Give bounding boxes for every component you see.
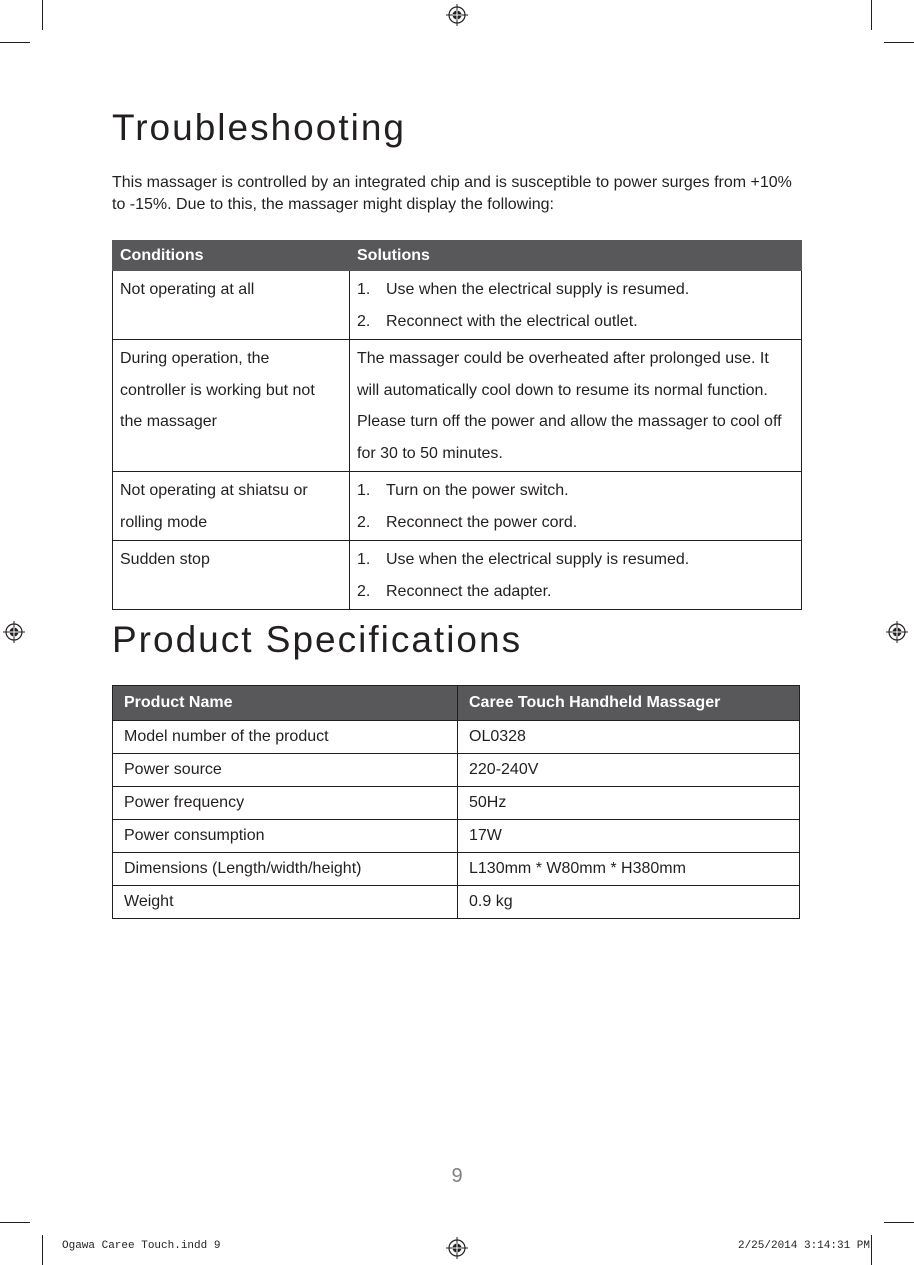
registration-mark-icon xyxy=(446,1237,468,1259)
spec-value: 0.9 kg xyxy=(458,886,800,919)
registration-mark-icon xyxy=(886,621,908,643)
spec-label: Power frequency xyxy=(113,787,458,820)
solution-text: Use when the electrical supply is resumed. xyxy=(386,281,690,298)
troubleshooting-heading: Troubleshooting xyxy=(112,107,406,148)
slug-timestamp: 2/25/2014 3:14:31 PM xyxy=(737,1240,870,1252)
solution-cell xyxy=(350,271,802,340)
table-row xyxy=(113,271,802,340)
crop-mark xyxy=(871,0,872,30)
condition-cell: Sudden stop xyxy=(113,541,350,610)
crop-mark xyxy=(884,1222,914,1223)
spec-label: Dimensions (Length/width/height) xyxy=(113,853,458,886)
solution-text: Reconnect with the electrical outlet. xyxy=(386,312,638,330)
crop-mark xyxy=(871,1235,872,1265)
list-number: 1. xyxy=(357,281,371,298)
crop-mark xyxy=(42,0,43,30)
table-row xyxy=(113,472,802,541)
solution-cell: The massager could be overheated after prolonged use. It will automatically cool down to resume its normal function. Please turn off the power and allow the massager to cool off for 30 to 50 minutes. xyxy=(350,340,802,472)
list-number: 1. xyxy=(357,551,371,568)
page-number: 9 xyxy=(451,1165,463,1187)
table-header-row xyxy=(113,686,800,721)
table-row xyxy=(113,820,800,853)
solution-cell xyxy=(350,541,802,610)
registration-mark-icon xyxy=(446,4,468,26)
spec-value: OL0328 xyxy=(458,721,800,754)
table-row xyxy=(113,754,800,787)
crop-mark xyxy=(884,42,914,43)
condition-cell: Not operating at all xyxy=(113,271,350,340)
specifications-heading: Product Specifications xyxy=(112,619,523,660)
troubleshooting-intro: This massager is controlled by an integrated chip and is susceptible to power surges from +10% to -15%. Due to this, the massager might display the following: xyxy=(112,174,792,213)
list-item xyxy=(357,274,794,306)
list-item xyxy=(357,576,794,608)
spec-value: L130mm * W80mm * H380mm xyxy=(458,853,800,886)
solution-text: Use when the electrical supply is resumed. xyxy=(386,551,690,568)
table-row xyxy=(113,886,800,919)
condition-cell: During operation, the controller is working but not the massager xyxy=(113,340,350,472)
solution-list xyxy=(357,544,794,607)
table-row xyxy=(113,721,800,754)
conditions-header: Conditions xyxy=(113,241,350,271)
list-number: 2. xyxy=(357,312,371,330)
solution-text: Reconnect the power cord. xyxy=(386,513,578,531)
table-row xyxy=(113,541,802,610)
table-row xyxy=(113,787,800,820)
solution-list xyxy=(357,475,794,538)
solution-text: Reconnect the adapter. xyxy=(386,582,552,600)
product-name-header: Product Name xyxy=(113,686,458,721)
crop-mark xyxy=(42,1235,43,1265)
list-item xyxy=(357,507,794,539)
list-number: 1. xyxy=(357,482,371,499)
spec-label: Power consumption xyxy=(113,820,458,853)
solution-list xyxy=(357,274,794,337)
table-row xyxy=(113,853,800,886)
product-name-value: Caree Touch Handheld Massager xyxy=(458,686,800,721)
list-number: 2. xyxy=(357,513,371,531)
registration-mark-icon xyxy=(3,621,25,643)
table-row xyxy=(113,340,802,472)
spec-value: 220-240V xyxy=(458,754,800,787)
condition-cell: Not operating at shiatsu or rolling mode xyxy=(113,472,350,541)
specifications-table xyxy=(112,685,800,919)
crop-mark xyxy=(0,42,30,43)
spec-label: Weight xyxy=(113,886,458,919)
list-item xyxy=(357,475,794,507)
list-number: 2. xyxy=(357,582,371,600)
troubleshooting-table xyxy=(112,240,802,610)
spec-value: 50Hz xyxy=(458,787,800,820)
list-item xyxy=(357,544,794,576)
solutions-header: Solutions xyxy=(350,241,802,271)
spec-value: 17W xyxy=(458,820,800,853)
spec-label: Power source xyxy=(113,754,458,787)
table-header-row xyxy=(113,241,802,271)
solution-cell xyxy=(350,472,802,541)
crop-mark xyxy=(0,1222,30,1223)
list-item xyxy=(357,306,794,338)
spec-label: Model number of the product xyxy=(113,721,458,754)
solution-text: Turn on the power switch. xyxy=(386,482,569,499)
slug-filename: Ogawa Caree Touch.indd 9 xyxy=(62,1240,221,1252)
